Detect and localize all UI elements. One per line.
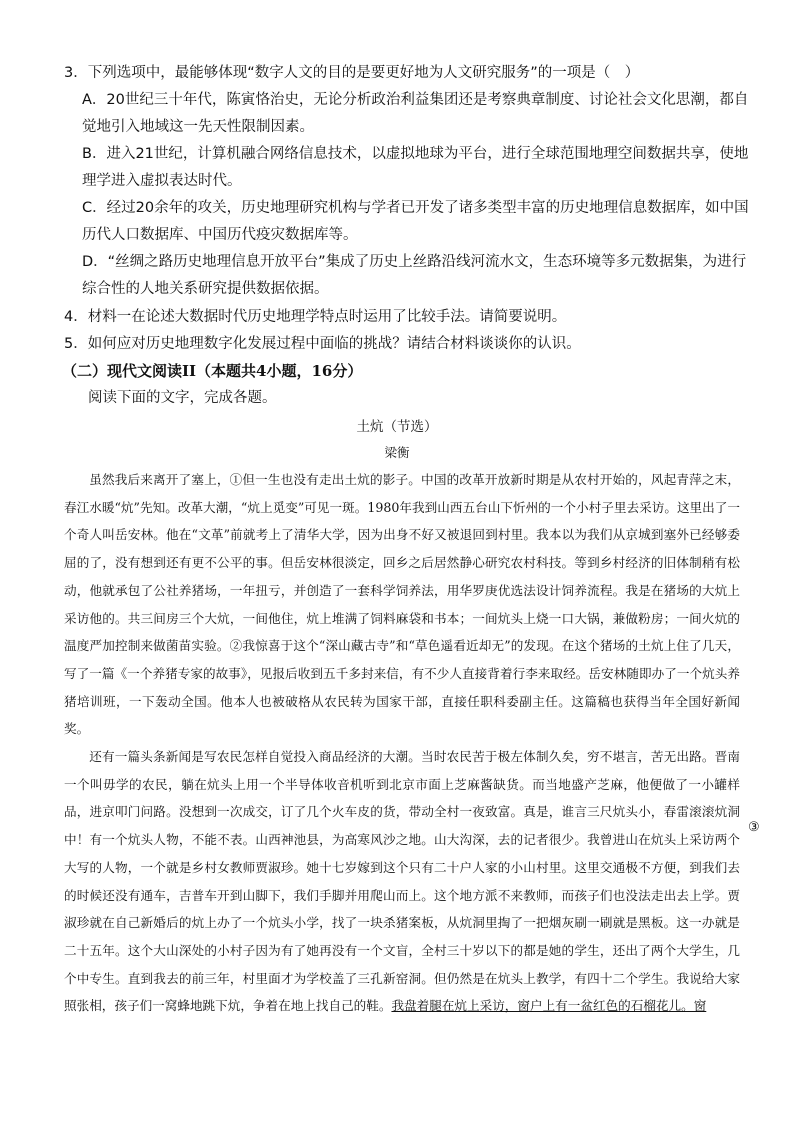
annotation-marker-3: ③ (748, 820, 760, 835)
question-3-option-a: A．20世纪三十年代，陈寅恪治史，无论分析政治利益集团还是考察典章制度、讨论社会文化思潮，都自觉地引入地域这一先天性限制因素。 (82, 92, 749, 135)
article-body (64, 466, 740, 1020)
question-3-stem: 3．下列选项中，最能够体现“数字人文的目的是要更好地为人文研究服务”的一项是（ ） (64, 65, 640, 81)
article-paragraph-2 (64, 743, 740, 1020)
article-paragraph-1: 虽然我后来离开了塞上，①但一生也没有走出土炕的影子。中国的改革开放新时期是从农村开始的，风起青萍之末，春江水暖“炕”先知。改革大潮，“炕上觅变”可见一斑。1980年我到山西五台山下忻州的一个小村子里去采访。这里出了一个奇人叫岳安林。他在“文革”前就考上了清华大学，因为出身不好又被退回到村里。我本以为我们从京城到塞外已经够委屈的了，没有想到还有更不公平的事。但岳安林很淡定，回乡之后居然静心研究农村科技。等到乡村经济的旧体制稍有松动，他就承包了公社养猪场，一年扭亏，并创造了一套科学饲养法，用华罗庚优选法设计饲养流程。我是在猪场的大炕上采访他的。共三间房三个大炕，一间他住，炕上堆满了饲料麻袋和书本；一间炕头上烧一口大锅，兼做粉房；一间火炕的温度严加控制来做菌苗实验。②我惊喜于这个“深山藏古寺”和“草色遥看近却无”的发现。在这个猪场的土炕上住了几天，写了一篇《一个养猪专家的故事》，见报后收到五千多封来信，有不少人直接背着行李来取经。岳安林随即办了一个炕头养猪培训班，一下轰动全国。他本人也被破格从农民转为国家干部，直接任职科委副主任。这篇稿也获得当年全国好新闻奖。 (64, 472, 740, 737)
underlined-sentence: 我盘着腿在炕上采访，窗户上有一盆红色的石榴花儿。窗 (391, 998, 707, 1014)
article-title: 土炕（节选） (356, 419, 438, 435)
question-3-option-d: D．“丝绸之路历史地理信息开放平台”集成了历史上丝路沿线河流水文，生态环境等多元数据集，为进行综合性的人地关系研究提供数据依据。 (82, 254, 747, 297)
question-4: 4．材料一在论述大数据时代历史地理学特点时运用了比较手法。请简要说明。 (64, 309, 567, 325)
question-5: 5．如何应对历史地理数字化发展过程中面临的挑战？请结合材料谈谈你的认识。 (64, 336, 581, 352)
article-author: 梁衡 (384, 445, 410, 460)
question-3-option-b: B．进入21世纪，计算机融合网络信息技术，以虚拟地球为平台，进行全球范围地理空间数据共享，使地理学进入虚拟表达时代。 (82, 146, 749, 189)
article-paragraph-2-text: 还有一篇头条新闻是写农民怎样自觉投入商品经济的大潮。当时农民苦于极左体制久矣，穷不堪言，苦无出路。晋南一个叫毋学的农民，躺在炕头上用一个半导体收音机听到北京市面上芝麻酱缺货。而当地盛产芝麻，他便做了一小罐样品，进京叩门问路。没想到一次成交，订了几个火车皮的货，带动全村一夜致富。真是，谁言三尺炕头小，春雷滚滚炕洞中！有一个炕头人物，不能不表。山西神池县，为高寒风沙之地。山大沟深，去的记者很少。我曾进山在炕头上采访两个大写的人物，一个就是乡村女教师贾淑珍。她十七岁嫁到这个只有二十户人家的小山村里。这里交通极不方便，到我们去的时候还没有通车，吉普车开到山脚下，我们手脚并用爬山而上。这个地方派不来教师，而孩子们也没法走出去上学。贾淑珍就在自己新婚后的炕上办了一个炕头小学，找了一块杀猪案板，从炕洞里掏了一把烟灰刷一刷就是黑板。这一办就是二十五年。这个大山深处的小村子因为有了她再没有一个文盲，全村三十岁以下的都是她的学生，还出了两个大学生，几个中专生。直到我去的前三年，村里面才为学校盖了三孔新窑洞。但仍然是在炕头上教学，有四十二个学生。我说给大家照张相，孩子们一窝蜂地跳下炕，争着在地上找自己的鞋。 (64, 749, 740, 1014)
question-3-option-c: C．经过20余年的攻关，历史地理研究机构与学者已开发了诸多类型丰富的历史地理信息数据库，如中国历代人口数据库、中国历代疫灾数据库等。 (82, 200, 749, 243)
reading-instruction: 阅读下面的文字，完成各题。 (88, 390, 277, 406)
section-heading: （二）现代文阅读II（本题共4小题，16分） (62, 362, 363, 380)
